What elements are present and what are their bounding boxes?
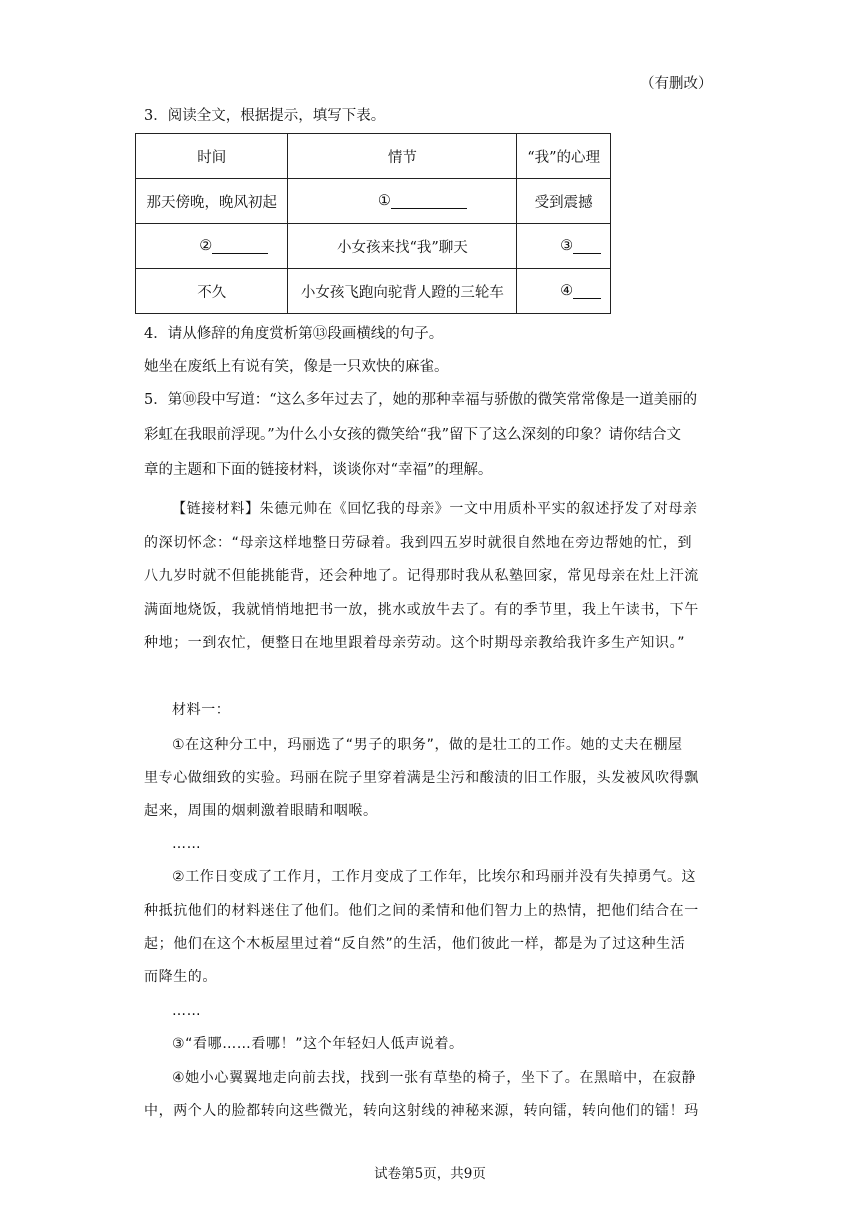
table-cell-blank[interactable] — [517, 269, 611, 314]
material-one-p2-line-1: ②工作日变成了工作月，工作月变成了工作年，比埃尔和玛丽并没有失掉勇气。这 — [172, 869, 697, 885]
table-row — [136, 269, 611, 314]
table-row — [136, 179, 611, 224]
fill-in-table — [135, 133, 611, 314]
table-cell-blank[interactable] — [136, 224, 288, 269]
table-cell: 小女孩飞跑向驼背人蹬的三轮车 — [288, 269, 517, 314]
table-cell: 那天傍晚，晚风初起 — [136, 179, 288, 224]
table-header-row — [136, 134, 611, 179]
material-one-p2-line-4: 而降生的。 — [144, 969, 217, 985]
material-one-p1-line-2: 里专心做细致的实验。玛丽在院子里穿着满是尘污和酸渍的旧工作服，头发被风吹得飘 — [144, 770, 699, 786]
table-cell-blank[interactable] — [288, 179, 517, 224]
link-material-line-3: 八九岁时就不但能挑能背，还会种地了。记得那时我从私塾回家，常见母亲在灶上汗流 — [144, 568, 699, 584]
material-one-p2-line-3: 起；他们在这个木板屋里过着“反自然”的生活，他们彼此一样，都是为了过这种生活 — [144, 936, 686, 952]
header-time: 时间 — [136, 134, 288, 179]
table-cell: 小女孩来找“我”聊天 — [288, 224, 517, 269]
question-5-line-1: 5．第⑩段中写道：“这么多年过去了，她的那种幸福与骄傲的微笑常常像是一道美丽的 — [144, 392, 698, 408]
link-material-line-1: 【链接材料】朱德元帅在《回忆我的母亲》一文中用质朴平实的叙述抒发了对母亲 — [172, 501, 698, 517]
blank-number: ④ — [560, 283, 574, 299]
answer-blank[interactable] — [212, 239, 268, 254]
link-material-line-2: 的深切怀念：“母亲这样地整日劳碌着。我到四五岁时就很自然地在旁边帮她的忙，到 — [144, 535, 693, 551]
link-material-line-5: 种地；一到农忙，便整日在地里跟着母亲劳动。这个时期母亲教给我许多生产知识。” — [144, 635, 686, 651]
page-footer: 试卷第5页，共9页 — [374, 1166, 486, 1182]
material-one-p1-line-1: ①在这种分工中，玛丽选了“男子的职务”，做的是壮工的工作。她的丈夫在棚屋 — [172, 737, 683, 753]
material-one-title: 材料一： — [172, 702, 231, 718]
revision-note: （有删改） — [640, 76, 713, 92]
answer-blank[interactable] — [573, 239, 601, 254]
blank-number: ② — [199, 238, 213, 254]
ellipsis: …… — [172, 836, 202, 852]
link-material-line-4: 满面地烧饭，我就悄悄地把书一放，挑水或放牛去了。有的季节里，我上午读书，下午 — [144, 602, 699, 618]
blank-number: ③ — [560, 238, 574, 254]
header-plot: 情节 — [288, 134, 517, 179]
material-one-p1-line-3: 起来，周围的烟刺激着眼睛和咽喉。 — [144, 803, 378, 819]
table-cell: 受到震撼 — [517, 179, 611, 224]
table-cell-blank[interactable] — [517, 224, 611, 269]
question-4-sentence: 她坐在废纸上有说有笑，像是一只欢快的麻雀。 — [144, 359, 449, 375]
table-cell: 不久 — [136, 269, 288, 314]
material-one-p4-line-1: ④她小心翼翼地走向前去找，找到一张有草垫的椅子，坐下了。在黑暗中，在寂静 — [172, 1070, 697, 1086]
header-mood: “我”的心理 — [517, 134, 611, 179]
question-5-line-3: 章的主题和下面的链接材料，谈谈你对“幸福”的理解。 — [144, 462, 493, 478]
material-one-p4-line-2: 中，两个人的脸都转向这些微光，转向这射线的神秘来源，转向镭，转向他们的镭！玛 — [144, 1103, 699, 1119]
ellipsis: …… — [172, 1003, 202, 1019]
question-5-line-2: 彩虹在我眼前浮现。”为什么小女孩的微笑给“我”留下了这么深刻的印象？请你结合文 — [144, 427, 681, 443]
table-row — [136, 224, 611, 269]
answer-blank[interactable] — [573, 284, 601, 299]
material-one-p3: ③“看哪……看哪！”这个年轻妇人低声说着。 — [172, 1036, 464, 1052]
question-4-prompt: 4．请从修辞的角度赏析第⑬段画横线的句子。 — [144, 326, 444, 342]
question-3-prompt: 3．阅读全文，根据提示，填写下表。 — [144, 108, 386, 124]
material-one-p2-line-2: 种抵抗他们的材料迷住了他们。他们之间的柔情和他们智力上的热情，把他们结合在一 — [144, 903, 699, 919]
answer-blank[interactable] — [391, 194, 467, 209]
blank-number: ① — [377, 193, 391, 209]
